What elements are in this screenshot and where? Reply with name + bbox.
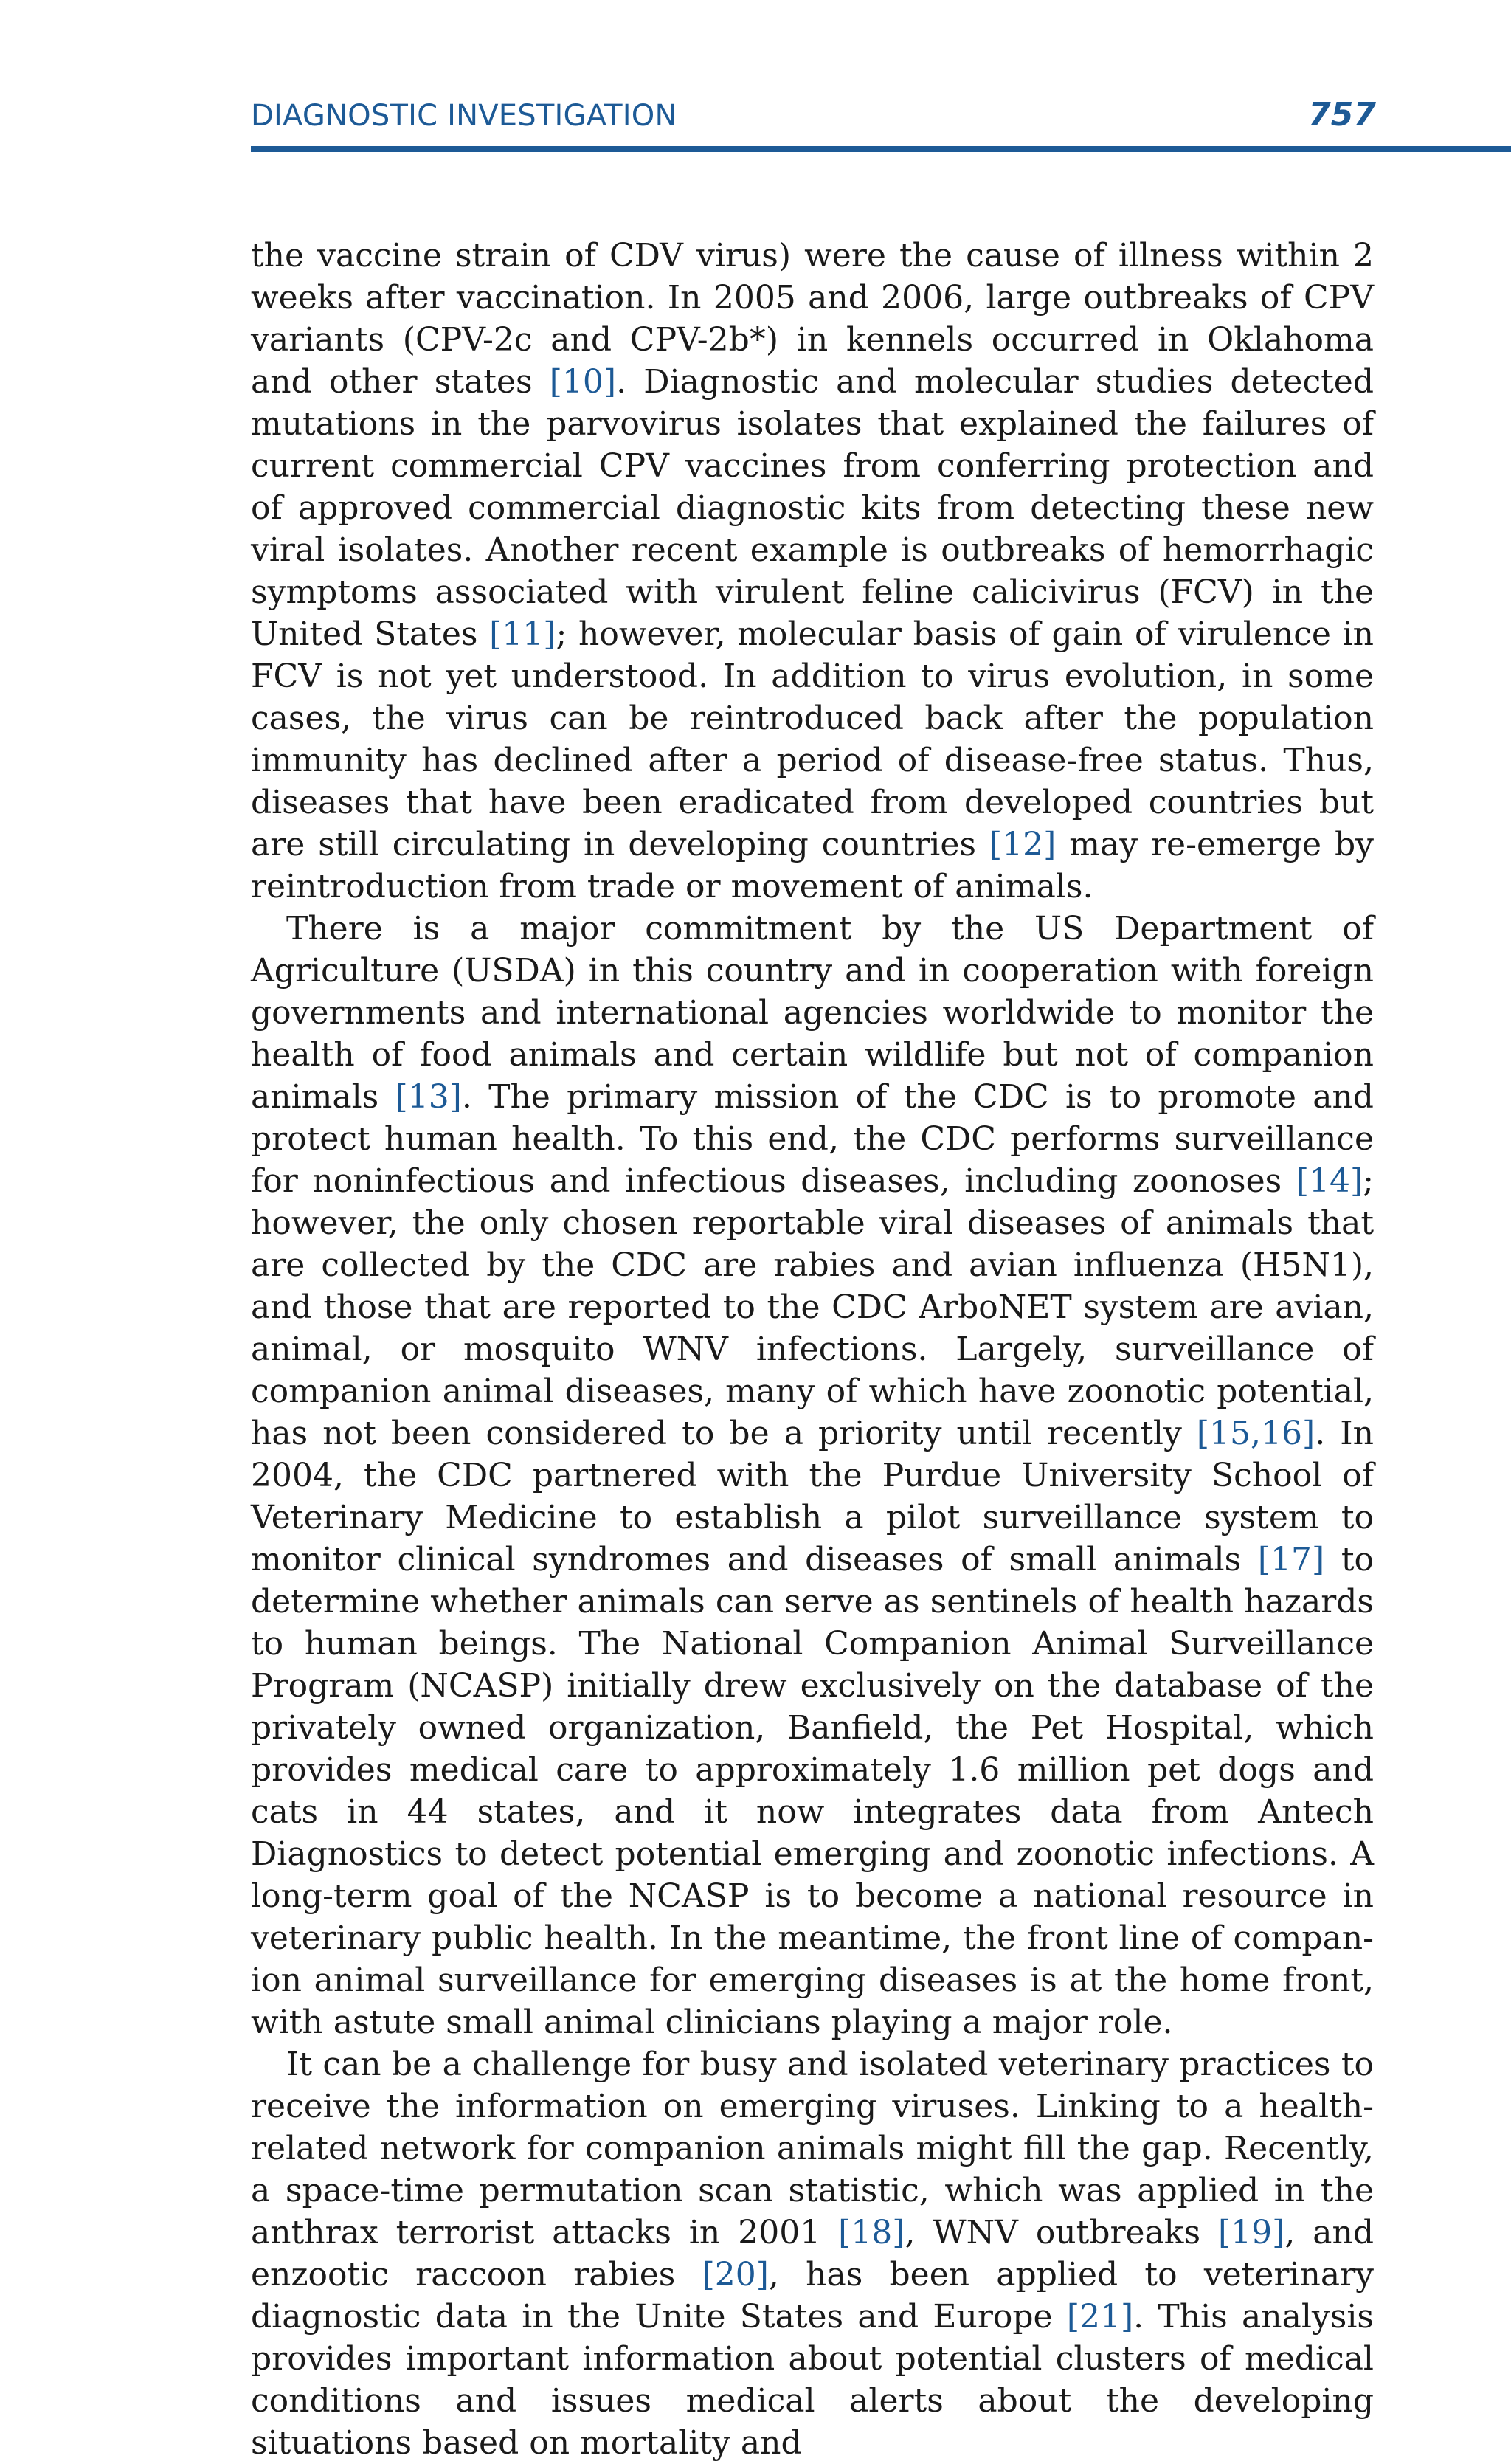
- text-run: may re-emerge by reintroduction from trade or movement of animals.: [251, 826, 1374, 905]
- citation-link[interactable]: [12]: [989, 826, 1057, 863]
- text-run: the vaccine strain of CDV virus) were the cause of illness within 2 weeks after vaccination. In 2005 and 2006, large outbreaks of CPV variants (CPV-2c and CPV-2b*) in kennels occurred in Oklahoma and other states: [251, 237, 1374, 401]
- citation-link[interactable]: [11]: [489, 615, 556, 653]
- body-paragraph: [251, 235, 1374, 908]
- text-run: , has been applied to veterinary diagnostic data in the Unite States and Europe: [251, 2256, 1375, 2336]
- text-run: . Diagnostic and molecular studies detected mutations in the parvovirus isolates that explained the failures of current commercial CPV vaccines from conferring protection and of approved commercial diagnostic kits from detecting these new viral isolates. Another recent example is outbreaks of hemorrhagic symptoms associated with virulent feline calicivirus (FCV) in the United States: [251, 363, 1374, 653]
- text-run: . This analysis provides important information about potential clusters of medical conditions and issues medical alerts about the developing situations based on mortality and: [251, 2298, 1374, 2462]
- running-head: [251, 87, 1392, 143]
- citation-link[interactable]: [20]: [702, 2256, 769, 2294]
- citation-link[interactable]: [17]: [1257, 1541, 1325, 1578]
- running-head-title: DIAGNOSTIC INVESTIGATION: [251, 99, 677, 133]
- text-run: There is a major commitment by the US Department of Agriculture (USDA) in this country and in cooperation with foreign governments and international agencies worldwide to monitor the health of food animals and certain wildlife but not of companion animals: [251, 910, 1374, 1116]
- text-run: ; however, the only chosen reportable viral diseases of animals that are collected by the CDC are rabies and avian influenza (H5N1), and those that are reported to the CDC ArboNET system are avian, animal, or mosquito WNV infections. Largely, surveillance of companion animal diseases, many of which have zoonotic potential, has not been considered to be a priority until recently: [251, 1162, 1374, 1452]
- header-rule: [251, 146, 1511, 152]
- text-run: It can be a challenge for busy and isolated veterinary practices to receive the information on emerging viruses. Linking to a health-related network for companion animals might fill the gap. Recently, a space-time permutation scan statistic, which was applied in the anthrax terrorist attacks in 2001: [251, 2046, 1374, 2251]
- text-run: to determine whether animals can serve as sentinels of health hazards to human beings. The National Companion Animal Surveillance Program (NCASP) initially drew exclusively on the database of the privately owned organization, Banfield, the Pet Hospital, which provides medical care to approximately 1.6 million pet dogs and cats in 44 states, and it now integrates data from Antech Diagnostics to detect potential emerging and zoonotic infections. A long-term goal of the NCASP is to become a national resource in veterinary public health. In the meantime, the front line of companion animal surveillance for emerging diseases is at the home front, with astute small animal clinicians playing a major role.: [251, 1541, 1374, 2041]
- citation-link[interactable]: [18]: [838, 2214, 905, 2251]
- citation-link[interactable]: [10]: [549, 363, 617, 401]
- citation-link[interactable]: [19]: [1218, 2214, 1285, 2251]
- body-paragraph: [251, 908, 1374, 2043]
- text-run: . In 2004, the CDC partnered with the Purdue University School of Veterinary Medicine to establish a pilot surveillance system to monitor clinical syndromes and diseases of small animals: [251, 1415, 1374, 1578]
- citation-link[interactable]: [15,16]: [1196, 1415, 1315, 1452]
- body-paragraph: [251, 2043, 1374, 2464]
- text-run: . The primary mission of the CDC is to promote and protect human health. To this end, the CDC performs surveillance for noninfectious and infectious diseases, including zoonoses: [251, 1078, 1374, 1200]
- citation-link[interactable]: [14]: [1296, 1162, 1363, 1200]
- body-text: [251, 235, 1374, 2464]
- text-run: ; however, molecular basis of gain of virulence in FCV is not yet understood. In addition to virus evolution, in some cases, the virus can be reintroduced back after the population immunity has declined after a period of disease-free status. Thus, diseases that have been eradicated from developed countries but are still circulating in developing countries: [251, 615, 1374, 863]
- citation-link[interactable]: [13]: [395, 1078, 462, 1116]
- text-run: , WNV outbreaks: [905, 2214, 1218, 2251]
- citation-link[interactable]: [21]: [1066, 2298, 1134, 2336]
- page-number: 757: [1308, 96, 1376, 134]
- text-run: , and enzootic raccoon rabies: [251, 2214, 1374, 2294]
